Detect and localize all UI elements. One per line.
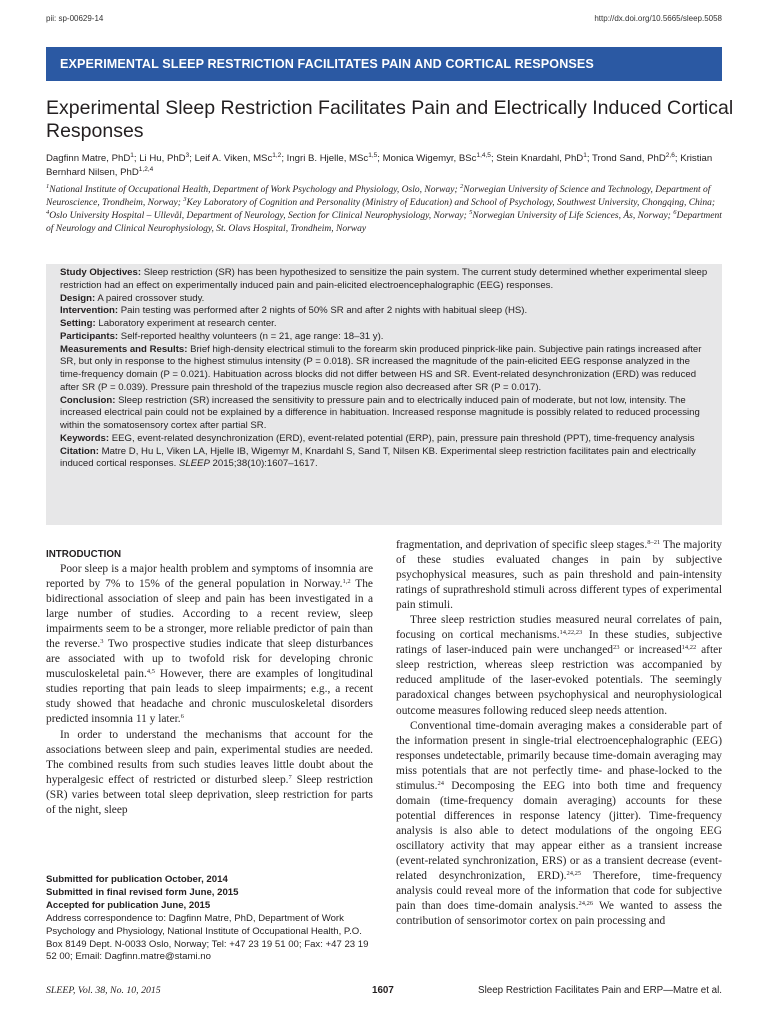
pii-label: pii: sp-00629-14 [46, 14, 104, 23]
abstract-objectives: Study Objectives: Sleep restriction (SR) has been hypothesized to sensitize the pain system. The current study determined whether experimental sleep restriction had an effect on experimentally induced pain and pain-elicited electroencephalographic (EEG) responses. [60, 267, 708, 291]
abstract-setting: Setting: Laboratory experiment at research center. [60, 318, 277, 329]
correspondence-address: Address correspondence to: Dagfinn Matre, PhD, Department of Work Psychology and Physiology, National Institute of Occupational Health, P.O. Box 8149 Dept. N-0033 Oslo, Norway; Tel: +47 23 19 51 00; Fax: +47 23 19 52 00; Email: Dagfinn.matre@stami.no [46, 912, 369, 963]
abstract-keywords: Keywords: EEG, event-related desynchronization (ERD), event-related potential (ERP), pain, pressure pain threshold (PPT), time-frequency analysis [60, 432, 695, 444]
submission-info [46, 874, 373, 964]
accepted-date: Accepted for publication June, 2015 [46, 899, 211, 911]
right-column [396, 538, 722, 929]
abstract-citation: Citation: Matre D, Hu L, Viken LA, Hjelle IB, Wigemyr M, Knardahl S, Sand T, Nilsen KB. Experimental sleep restriction facilitates pain and electrically induced cortical responses. SLEEP 2015;38(10):1607–1617. [60, 445, 696, 470]
author-list: Dagfinn Matre, PhD$^1$; Li Hu, PhD$^3$; Leif A. Viken, MSc$^{1,2}$; Ingri B. Hjelle, MSc$^{1,5}$; Monica Wigemyr, BSc$^{1,4,5}$; Stein Knardahl, PhD$^1$; Trond Sand, PhD$^{2,6}$; Kristian Bernhard Nilsen, PhD$^{1,2,4}$ [46, 152, 713, 178]
footer-journal: SLEEP, Vol. 38, No. 10, 2015 [46, 985, 161, 996]
article-title: Experimental Sleep Restriction Facilitates Pain and Electrically Induced Cortical Responses [46, 97, 734, 142]
abstract-participants: Participants: Self-reported healthy volunteers (n = 21, age range: 18–31 y). [60, 330, 384, 342]
abstract-design: Design: A paired crossover study. [60, 292, 205, 304]
intro-paragraph-2: In order to understand the mechanisms that account for the associations between sleep and pain, experimental studies are needed. The combined results from such studies leaves little doubt about the hyperalgesic effect of restricted or disturbed sleep.$^7$ Sleep restriction (SR) varies between total sleep deprivation, sleep restriction for parts of the night, sleep [46, 728, 373, 816]
abstract-intervention: Intervention: Pain testing was performed after 2 nights of 50% SR and after 2 nights with habitual sleep (HS). [60, 305, 528, 317]
abstract-box [46, 264, 722, 525]
left-column [46, 548, 373, 818]
submitted-date: Submitted for publication October, 2014 [46, 874, 228, 885]
intro-paragraph-3: fragmentation, and deprivation of specific sleep stages.$^{8-21}$ The majority of these studies evaluated changes in pain by subjective psychophysical measures, such as pain threshold and pain-intensity ratings of suprathreshold stimuli across different types of experimental pain stimuli. [396, 539, 722, 612]
affiliations: $^1$National Institute of Occupational Health, Department of Work Psychology and Physiology, Oslo, Norway; $^2$Norwegian University of Science and Technology, Department of Neuroscience, Trondheim, Norway; $^3$Key Laboratory of Cognition and Personality (Ministry of Education) and School of Psychology, Southwest University, Chongqing, China; $^4$Oslo University Hospital – Ullevål, Department of Neurology, Section for Clinical Neurophysiology, Norway; $^5$Norwegian University of Life Sciences, Ås, Norway; $^6$Department of Neurology and Clinical Neurophysiology, St. Olavs Hospital, Trondheim, Norway [46, 183, 722, 235]
intro-paragraph-4: Three sleep restriction studies measured neural correlates of pain, focusing on cortical mechanisms.$^{14,22,23}$ In these studies, subjective ratings of laser-induced pain were unchanged$^{23}$ or increased$^{14,22}$ after sleep restriction, whereas sleep restriction was accompanied by reduced amplitude of the laser-evoked potentials. The seemingly paradoxical changes between psychophysical and neurophysiological outcome measures following reduced sleep needs attention. [396, 614, 723, 717]
running-title: Sleep Restriction Facilitates Pain and ERP—Matre et al. [478, 985, 722, 996]
intro-paragraph-5: Conventional time-domain averaging makes a considerable part of the information present in single-trial electroencephalographic (EEG) responses undetectable, primarily because time-domain averaging may miss potentials that are not perfectly time- and phase-locked to the stimulus.$^{24}$ Decomposing the EEG into both time and frequency domain (time-frequency domain averaging) accounts for these potential differences in response latency (jitter). Time-frequency analysis is also able to detect modulations of the ongoing EEG oscillatory activity that may appear either as a transient increase (event-related synchronization, ERS) or as a transient decrease (event-related desynchronization, ERD).$^{24,25}$ Therefore, time-frequency analysis could reveal more of the information that code for subjective pain than does time-domain analysis.$^{24,26}$ We wanted to assess the contribution of sensorimotor cortex on pain processing and [396, 719, 722, 928]
doi-link[interactable]: http://dx.doi.org/10.5665/sleep.5058 [594, 14, 722, 23]
abstract-conclusion: Conclusion: Sleep restriction (SR) increased the sensitivity to pressure pain and to electrically induced pain of moderate, but not low, intensity. The increased electrical pain could not be explained by a difference in habituation. Increased response magnitude is possibly related to reduced processing within the somatosensory cortex after partial SR. [60, 394, 700, 431]
introduction-heading: INTRODUCTION [46, 549, 122, 560]
page-number: 1607 [372, 985, 394, 996]
revised-date: Submitted in final revised form June, 2015 [46, 886, 239, 898]
abstract-results: Measurements and Results: Brief high-density electrical stimuli to the forearm skin produced pinprick-like pain. Subjective pain ratings increased after SR, but only in response to the highest stimulus intensity (P = 0.018). SR increased the magnitude of the pain-elicited EEG response analyzed in the time-frequency domain (P = 0.021). Habituation across blocks did not differ between HS and SR. Event-related desynchronization (ERD) was reduced after SR (P = 0.039). Pressure pain threshold of the trapezius muscle region also decreased after SR (P = 0.017). [60, 343, 702, 393]
intro-paragraph-1: Poor sleep is a major health problem and symptoms of insomnia are reported by 7% to 15% of the general population in Norway.$^{1,2}$ The bidirectional association of sleep and pain has been investigated in a large number of studies. According to a recent review, sleep impairments seem to be a stronger, more reliable predictor of pain than the reverse.$^3$ Two prospective studies indicate that sleep disturbances are associated with up to twofold risk for developing chronic musculoskeletal pain.$^{4,5}$ However, there are examples of longitudinal studies reporting that pain leads to sleep impairments; e.g., a recent study showed that headache and chronic musculoskeletal disorders predicted insomnia 11 y later.$^6$ [46, 563, 374, 726]
section-banner: EXPERIMENTAL SLEEP RESTRICTION FACILITATES PAIN AND CORTICAL RESPONSES [46, 47, 722, 81]
